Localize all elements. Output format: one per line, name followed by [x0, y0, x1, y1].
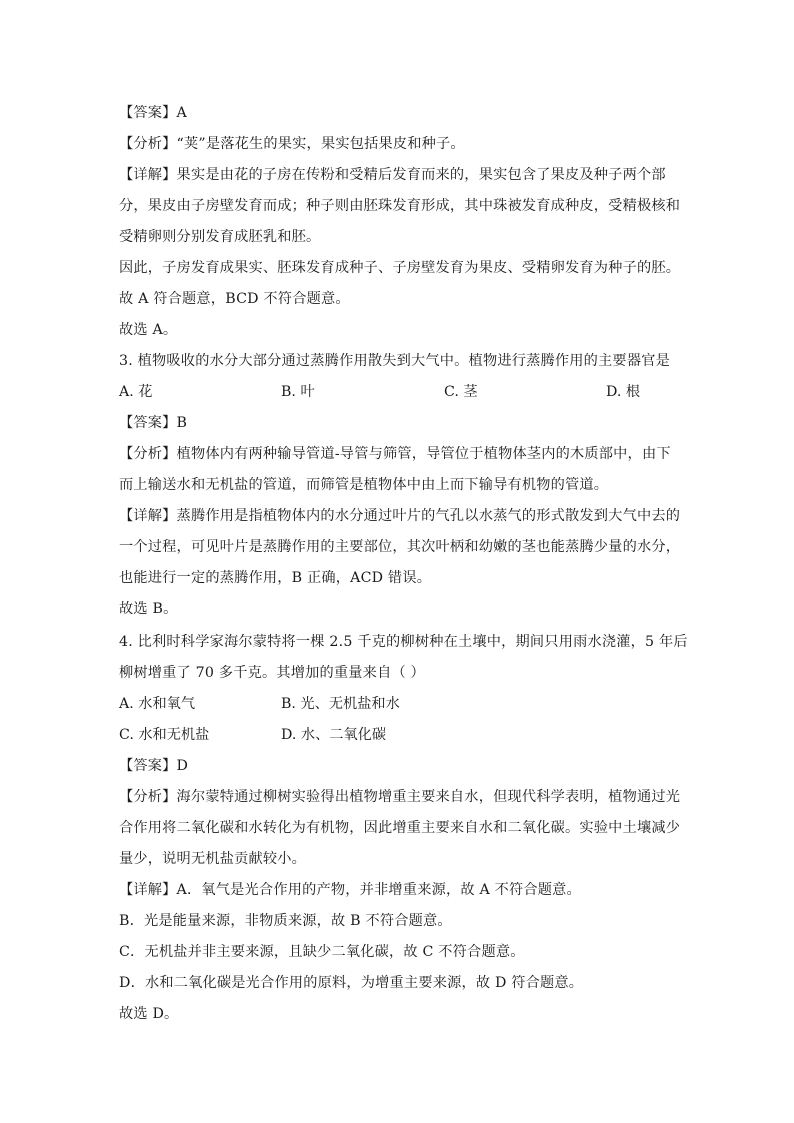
- q4-option-c: C. 水和无机盐: [119, 727, 210, 743]
- detail-line: 故选 D。: [119, 1006, 179, 1022]
- analysis-text: 【分析】“荚”是落花生的果实，果实包括果皮和种子。: [119, 136, 465, 152]
- analysis-line: 合作用将二氧化碳和水转化为有机物，因此增重主要来自水和二氧化碳。实验中土壤减少: [119, 820, 681, 836]
- detail-line: 分，果皮由子房壁发育而成；种子则由胚珠发育形成，其中珠被发育成种皮，受精极核和: [119, 198, 681, 214]
- detail-line: B．光是能量来源，非物质来源，故 B 不符合题意。: [119, 913, 452, 929]
- q4-option-d: D. 水、二氧化碳: [281, 727, 387, 743]
- q4-option-b: B. 光、无机盐和水: [281, 696, 400, 712]
- detail-line: 故选 B。: [119, 601, 178, 617]
- detail-line: 【详解】果实是由花的子房在传粉和受精后发育而来的，果实包含了果皮及种子两个部: [119, 167, 666, 183]
- answer-label: 【答案】D: [119, 758, 189, 774]
- q3-option-a: A. 花: [119, 384, 153, 400]
- question-3: 3. 植物吸收的水分大部分通过蒸腾作用散失到大气中。植物进行蒸腾作用的主要器官是: [119, 353, 670, 369]
- analysis-line: 量少，说明无机盐贡献较小。: [119, 851, 307, 867]
- detail-line: D．水和二氧化碳是光合作用的原料，为增重主要来源，故 D 符合题意。: [119, 975, 584, 991]
- analysis-line: 而上输送水和无机盐的管道，而筛管是植物体中由上而下输导有机物的管道。: [119, 477, 609, 493]
- detail-line: 一个过程，可见叶片是蒸腾作用的主要部位，其次叶柄和幼嫩的茎也能蒸腾少量的水分，: [119, 539, 681, 555]
- detail-line: 【详解】A．氧气是光合作用的产物，并非增重来源，故 A 不符合题意。: [119, 882, 581, 898]
- detail-line: C．无机盐并非主要来源，且缺少二氧化碳，故 C 不符合题意。: [119, 944, 525, 960]
- analysis-line: 【分析】海尔蒙特通过柳树实验得出植物增重主要来自水，但现代科学表明，植物通过光: [119, 789, 681, 805]
- question-4-line: 4. 比利时科学家海尔蒙特将一棵 2.5 千克的柳树种在土壤中，期间只用雨水浇灌，5 年后: [119, 634, 688, 650]
- detail-line: 因此，子房发育成果实、胚珠发育成种子、子房壁发育为果皮、受精卵发育为种子的胚。: [119, 260, 681, 276]
- detail-line: 故 A 符合题意，BCD 不符合题意。: [119, 291, 350, 307]
- detail-line: 受精卵则分别发育成胚乳和胚。: [119, 229, 321, 245]
- q3-option-b: B. 叶: [281, 384, 315, 400]
- q3-option-d: D. 根: [606, 384, 641, 400]
- q3-option-c: C. 茎: [444, 384, 478, 400]
- detail-line: 也能进行一定的蒸腾作用，B 正确，ACD 错误。: [119, 570, 432, 586]
- detail-line: 故选 A。: [119, 322, 178, 338]
- answer-label: 【答案】A: [119, 105, 187, 121]
- question-4-line: 柳树增重了 70 多千克。其增加的重量来自（ ）: [119, 665, 425, 681]
- analysis-line: 【分析】植物体内有两种输导管道-导管与筛管，导管位于植物体茎内的木质部中，由下: [119, 446, 671, 462]
- detail-line: 【详解】蒸腾作用是指植物体内的水分通过叶片的气孔以水蒸气的形式散发到大气中去的: [119, 508, 681, 524]
- q4-option-a: A. 水和氧气: [119, 696, 196, 712]
- answer-label: 【答案】B: [119, 415, 188, 431]
